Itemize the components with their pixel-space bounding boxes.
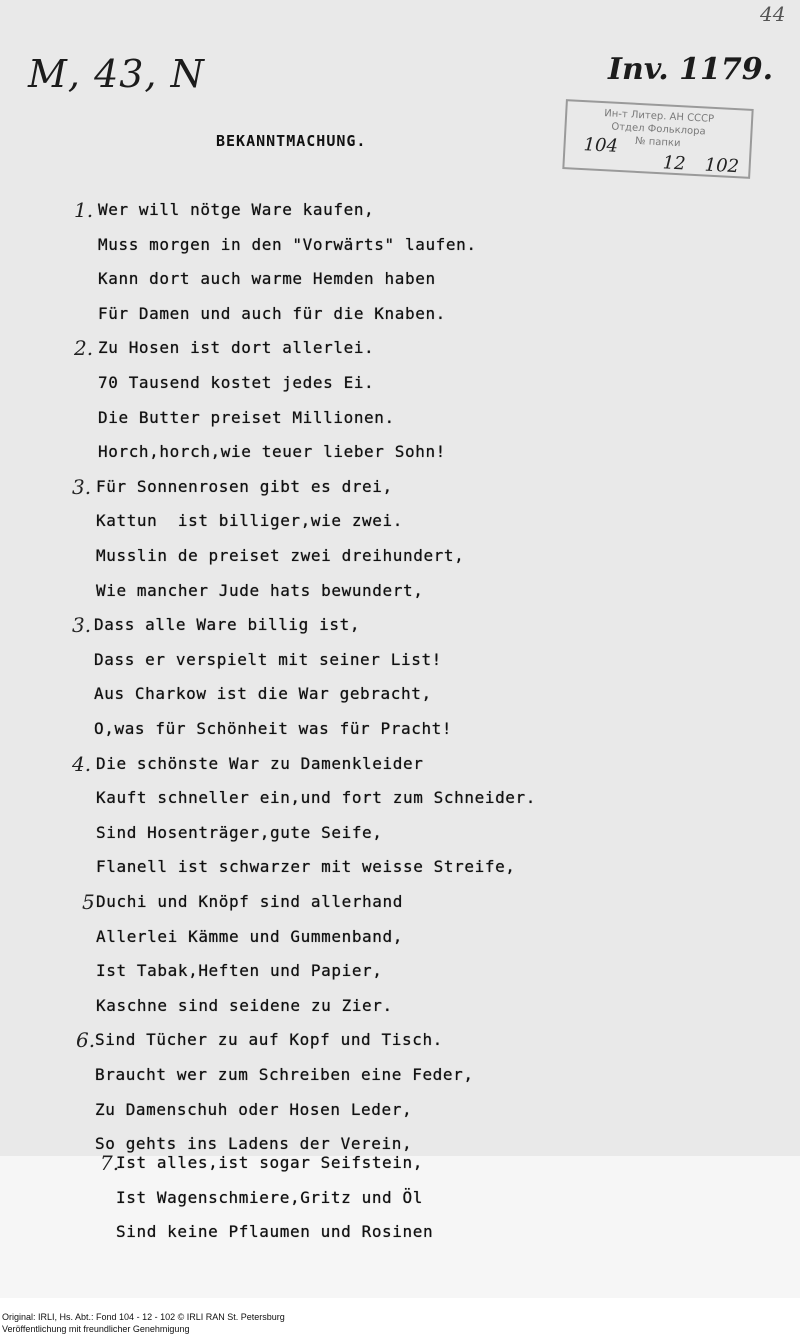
poem-line: Muss morgen in den "Vorwärts" laufen. bbox=[98, 234, 477, 254]
poem-line: O,was für Schönheit was für Pracht! bbox=[94, 719, 453, 738]
stanza-number: 2. bbox=[74, 336, 94, 361]
inventory-number: Inv. 1179. bbox=[608, 52, 774, 87]
poem-line: Musslin de preiset zwei dreihundert, bbox=[96, 546, 465, 565]
poem-line: Kattun ist billiger,wie zwei. bbox=[96, 511, 403, 531]
poem-line: Für Damen und auch für die Knaben. bbox=[98, 303, 446, 323]
poem-line: Wer will nötge Ware kaufen, bbox=[98, 200, 375, 219]
poem-line: Dass alle Ware billig ist, bbox=[94, 615, 361, 635]
poem-line: Die schönste War zu Damenkleider bbox=[96, 753, 424, 773]
poem-line: Sind Hosenträger,gute Seife, bbox=[96, 822, 383, 842]
poem-line: Sind keine Pflaumen und Rosinen bbox=[116, 1222, 434, 1242]
poem-line: Horch,horch,wie teuer lieber Sohn! bbox=[98, 442, 446, 462]
stamp-line-2: Отдел Фольклора bbox=[611, 121, 706, 138]
stanza-number: 7. bbox=[100, 1151, 120, 1175]
archive-stamp bbox=[562, 99, 753, 179]
footer-line-2: Veröffentlichung mit freundlicher Genehmigung bbox=[2, 1324, 190, 1334]
poem-line: Zu Damenschuh oder Hosen Leder, bbox=[95, 1099, 413, 1119]
folio-number: 44 bbox=[760, 2, 786, 26]
poem-line: So gehts ins Ladens der Verein, bbox=[95, 1134, 413, 1154]
stanza-number: 3. bbox=[72, 613, 92, 638]
stanza-number: 3. bbox=[72, 474, 92, 499]
poem-line: Sind Tücher zu auf Kopf und Tisch. bbox=[95, 1030, 443, 1050]
stamp-number-1: 12 bbox=[662, 152, 687, 175]
stanza-number: 6. bbox=[76, 1028, 96, 1053]
poem-line: Kaschne sind seidene zu Zier. bbox=[96, 995, 393, 1015]
poem-line: Braucht wer zum Schreiben eine Feder, bbox=[95, 1065, 474, 1084]
stamp-fond: 104 bbox=[583, 134, 619, 157]
poem-line: Ist alles,ist sogar Seifstein, bbox=[116, 1153, 423, 1172]
poem-line: Ist Wagenschmiere,Gritz und Öl bbox=[116, 1187, 423, 1207]
poem-line: Dass er verspielt mit seiner List! bbox=[94, 649, 442, 669]
document-title: BEKANNTMACHUNG. bbox=[216, 132, 367, 150]
stanza-number: 1. bbox=[74, 198, 94, 222]
stamp-line-3: № папки bbox=[634, 135, 681, 150]
stanza-number: 5 bbox=[82, 890, 95, 914]
poem-line: 70 Tausend kostet jedes Ei. bbox=[98, 373, 375, 392]
poem-line: Die Butter preiset Millionen. bbox=[98, 407, 395, 427]
poem-line: Ist Tabak,Heften und Papier, bbox=[96, 961, 383, 981]
poem-line: Kauft schneller ein,und fort zum Schneider. bbox=[96, 788, 537, 808]
stamp-line-1: Ин-т Литер. АН СССР bbox=[604, 108, 715, 125]
stanza-number: 4. bbox=[72, 751, 92, 776]
poem-line: Kann dort auch warme Hemden haben bbox=[98, 269, 436, 289]
archive-signature: M, 43, N bbox=[28, 52, 205, 96]
poem-line: Allerlei Kämme und Gummenband, bbox=[96, 926, 403, 946]
poem-line: Für Sonnenrosen gibt es drei, bbox=[96, 476, 393, 496]
poem-line: Zu Hosen ist dort allerlei. bbox=[98, 338, 375, 358]
poem-line: Aus Charkow ist die War gebracht, bbox=[94, 684, 432, 704]
stamp-number-2: 102 bbox=[704, 154, 740, 178]
poem-line: Wie mancher Jude hats bewundert, bbox=[96, 580, 424, 600]
copyright-footer bbox=[2, 1311, 285, 1335]
poem-line: Flanell ist schwarzer mit weisse Streife, bbox=[96, 857, 516, 877]
poem-line: Duchi und Knöpf sind allerhand bbox=[96, 892, 403, 911]
footer-line-1: Original: IRLI, Hs. Abt.: Fond 104 - 12 - 102 © IRLI RAN St. Petersburg bbox=[2, 1312, 285, 1322]
